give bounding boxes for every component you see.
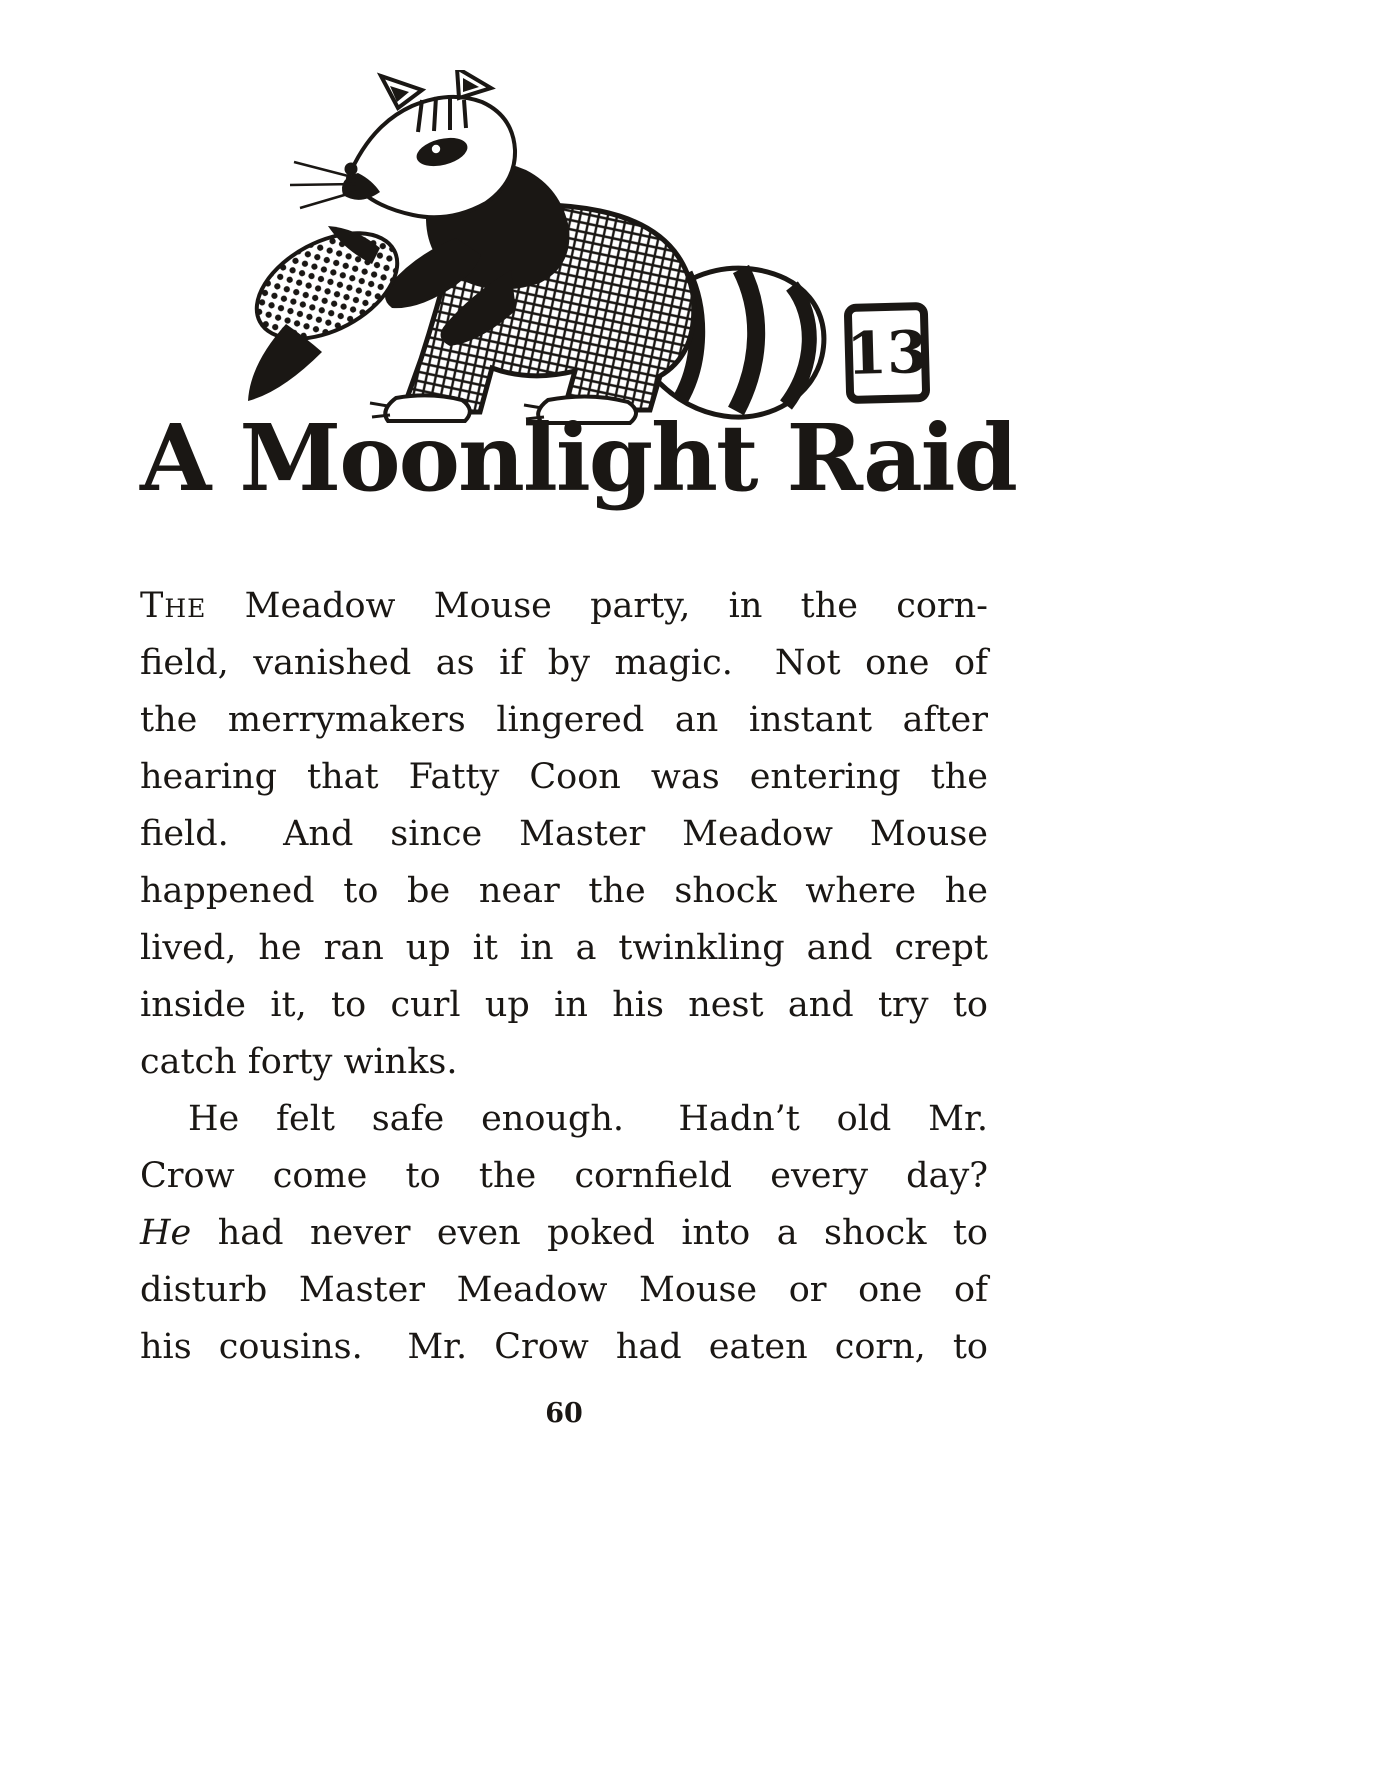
- page-number: 60: [545, 1398, 583, 1429]
- raccoon-head-icon: [290, 70, 515, 217]
- text-line: lived, he ran up it in a twinkling and crept: [140, 928, 988, 968]
- body-text: [140, 578, 988, 1376]
- text-line: catch forty winks.: [140, 1042, 458, 1082]
- text-line: Crow come to the cornfield every day?: [140, 1156, 988, 1196]
- text-line: field, vanished as if by magic. Not one of: [140, 643, 988, 683]
- chapter-title: A Moonlight Raid: [140, 404, 1016, 512]
- corn-ear-icon: [239, 211, 415, 401]
- text-line: disturb Master Meadow Mouse or one of: [140, 1270, 988, 1310]
- paragraph-1: [140, 578, 988, 1091]
- text-line: inside it, to curl up in his nest and try to: [140, 985, 988, 1025]
- text-line: He felt safe enough. Hadn’t old Mr.: [188, 1099, 988, 1139]
- text-line: the merrymakers lingered an instant after: [140, 700, 988, 740]
- text-line: The Meadow Mouse party, in the corn-: [140, 586, 988, 626]
- text-line: hearing that Fatty Coon was entering the: [140, 757, 988, 797]
- text-line: happened to be near the shock where he: [140, 871, 988, 911]
- paragraph-2: [140, 1091, 988, 1376]
- text-line: his cousins. Mr. Crow had eaten corn, to: [140, 1327, 988, 1367]
- italic-word: He: [140, 1213, 192, 1253]
- smallcaps-word: The: [140, 586, 207, 626]
- chapter-number: 13: [845, 317, 929, 389]
- raccoon-illustration: [230, 70, 930, 440]
- text-line: field. And since Master Meadow Mouse: [140, 814, 988, 854]
- chapter-number-badge: [844, 302, 931, 404]
- text-line: He had never even poked into a shock to: [140, 1213, 988, 1253]
